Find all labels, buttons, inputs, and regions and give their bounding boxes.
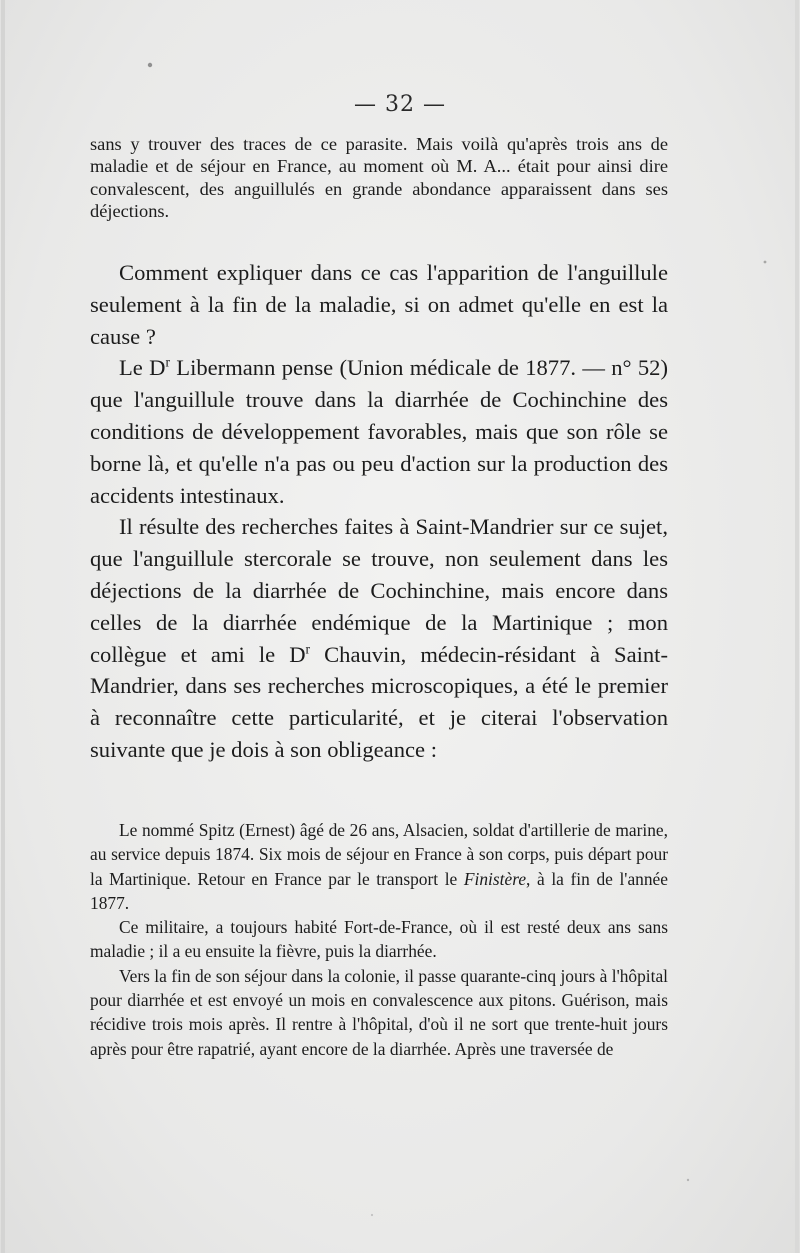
observation-1 <box>90 818 668 915</box>
observation-2: Ce militaire, a toujours habité Fort-de-France, où il est resté deux ans sans maladie ; il a eu ensuite la fièvre, puis la diarrhée. <box>90 917 668 962</box>
paragraph-saint-mandrier <box>90 511 668 765</box>
speck <box>371 1214 373 1216</box>
observation-1-text: , à la fin de l'année 1877. <box>90 868 668 913</box>
observation-1-prefix: Le nommé Spitz (Ernest) âgé de 26 ans, Alsacien, soldat d'artillerie de marine, au service depuis 1874. Six mois de séjour en France à son corps, puis départ pour la Martinique. Retour en France par le transport le <box>90 820 668 889</box>
paragraph-saint-mandrier-prefix: Il résulte des recherches faites à Saint-Mandrier sur ce sujet, que l'anguillule stercorale se trouve, non seulement dans les déjections de la diarrhée de Cochinchine, mais encore dans celles de la diarrhée endémique de la Martinique ; mon collègue et ami le D <box>90 514 668 667</box>
paragraph-saint-mandrier-text: Chauvin, médecin-résidant à Saint-Mandrier, dans ses recherches microscopiques, a été le premier à reconnaître cette particularité, et je citerai l'observation suivante que je dois à son obligeance : <box>90 641 668 762</box>
intro-paragraph <box>90 133 668 222</box>
paragraph-libermann <box>90 352 668 511</box>
intro-text: sans y trouver des traces de ce parasite. Mais voilà qu'après trois ans de maladie et de séjour en France, au moment où M. A... était pour ainsi dire convalescent, des anguillulés en grande abondance apparaissent dans ses déjections. <box>90 134 668 221</box>
speck <box>148 63 152 67</box>
observation-3: Vers la fin de son séjour dans la colonie, il passe quarante-cinq jours à l'hôpital pour diarrhée et est envoyé un mois en convalescence aux pitons. Guérison, mais récidive trois mois après. Il rentre à l'hôpital, d'où il ne sort que trente-huit jours après pour être rapatrié, ayant encore de la diarrhée. Après une traversée de <box>90 965 668 1059</box>
observation-block <box>90 818 668 1061</box>
speck <box>764 261 767 264</box>
paragraph-libermann-text: Libermann pense (Union médicale de 1877. — n° 52) que l'anguillule trouve dans la diarrhée de Cochinchine des conditions de développement favorables, mais que son rôle se borne là, et qu'elle n'a pas ou peu d'action sur la production des accidents intestinaux. <box>90 355 669 508</box>
speck <box>687 1179 689 1181</box>
paragraph-libermann-sup: r <box>165 354 170 370</box>
observation-1-ship-name: Finistère <box>463 868 527 889</box>
page-number: — 32 — <box>354 92 446 117</box>
paragraph-libermann-prefix: Le D <box>119 355 166 381</box>
main-body <box>90 257 668 766</box>
paragraph-question: Comment expliquer dans ce cas l'apparition de l'anguillule seulement à la fin de la maladie, si on admet qu'elle en est la cause ? <box>90 260 668 349</box>
paragraph-saint-mandrier-sup: r <box>305 641 311 657</box>
